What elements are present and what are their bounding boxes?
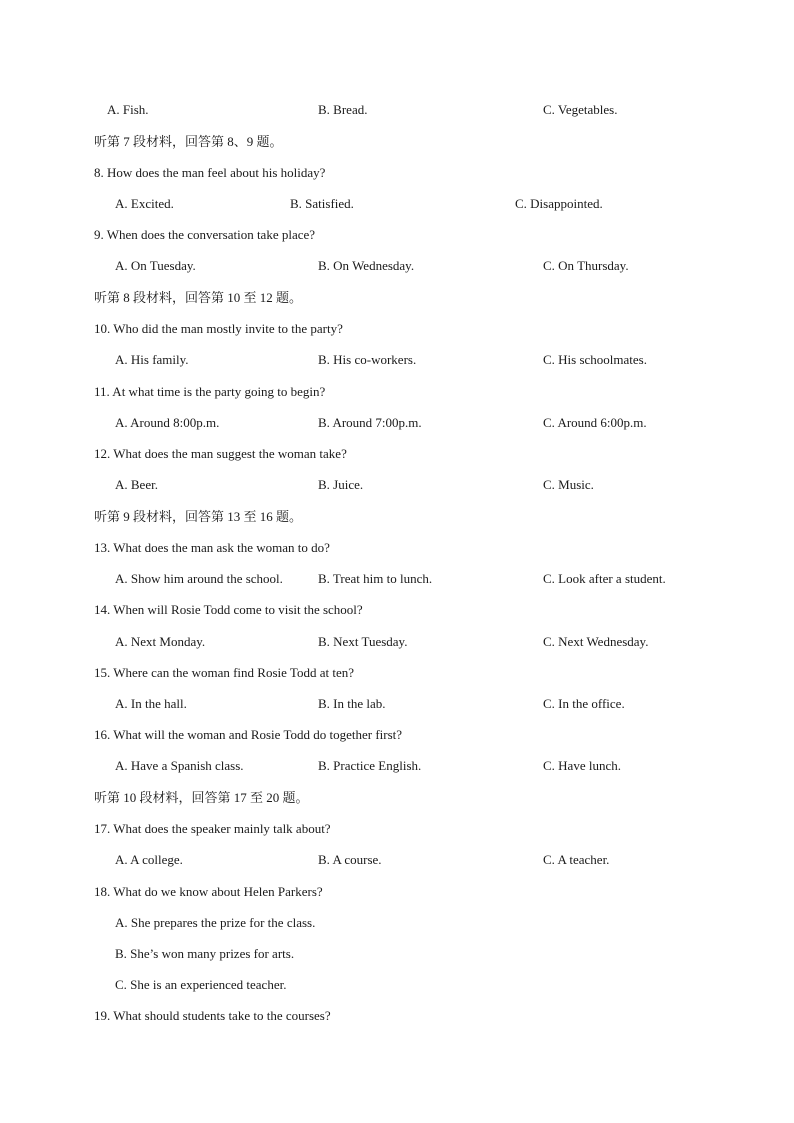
question-8: 8. How does the man feel about his holiday? (94, 165, 326, 180)
question-12: 12. What does the man suggest the woman take? (94, 446, 347, 461)
question-11: 11. At what time is the party going to begin? (94, 384, 326, 399)
option-c: C. Music. (543, 477, 594, 492)
option-b: B. A course. (318, 852, 382, 867)
option-a: A. On Tuesday. (115, 258, 196, 273)
option-c: C. Vegetables. (543, 102, 618, 117)
option-c: C. Disappointed. (515, 196, 603, 211)
question-10: 10. Who did the man mostly invite to the party? (94, 321, 343, 336)
question-17: 17. What does the speaker mainly talk about? (94, 821, 331, 836)
option-a: A. Have a Spanish class. (115, 758, 244, 773)
section-heading: 听第 10 段材料，回答第 17 至 20 题。 (94, 790, 309, 805)
question-18: 18. What do we know about Helen Parkers? (94, 884, 323, 899)
option-a: A. In the hall. (115, 696, 187, 711)
option-b: B. Juice. (318, 477, 364, 492)
option-c: C. A teacher. (543, 852, 610, 867)
option-a: A. Around 8:00p.m. (115, 415, 220, 430)
option-c: C. Have lunch. (543, 758, 621, 773)
option-a: A. Fish. (107, 102, 149, 117)
section-heading: 听第 7 段材料，回答第 8、9 题。 (94, 134, 283, 149)
option-c: C. Around 6:00p.m. (543, 415, 647, 430)
option-c: C. Look after a student. (543, 571, 666, 586)
question-14: 14. When will Rosie Todd come to visit the school? (94, 602, 363, 617)
question-16: 16. What will the woman and Rosie Todd do together first? (94, 727, 403, 742)
option-a: A. Next Monday. (115, 634, 206, 649)
question-9: 9. When does the conversation take place? (94, 227, 316, 242)
option-b: B. Practice English. (318, 758, 422, 773)
option-b: B. Around 7:00p.m. (318, 415, 422, 430)
option-a: A. She prepares the prize for the class. (115, 915, 316, 930)
question-19: 19. What should students take to the courses? (94, 1008, 331, 1023)
section-heading: 听第 9 段材料，回答第 13 至 16 题。 (94, 509, 303, 524)
section-heading: 听第 8 段材料，回答第 10 至 12 题。 (94, 290, 303, 305)
option-b: B. In the lab. (318, 696, 386, 711)
option-a: A. Beer. (115, 477, 158, 492)
option-b: B. She’s won many prizes for arts. (115, 946, 295, 961)
option-c: C. In the office. (543, 696, 625, 711)
option-c: C. On Thursday. (543, 258, 629, 273)
option-b: B. His co-workers. (318, 352, 417, 367)
option-a: A. A college. (115, 852, 183, 867)
option-a: A. Show him around the school. (115, 571, 283, 586)
option-b: B. On Wednesday. (318, 258, 415, 273)
option-a: A. Excited. (115, 196, 174, 211)
option-a: A. His family. (115, 352, 189, 367)
option-b: B. Next Tuesday. (318, 634, 408, 649)
option-c: C. His schoolmates. (543, 352, 647, 367)
option-c: C. Next Wednesday. (543, 634, 649, 649)
option-b: B. Satisfied. (290, 196, 354, 211)
option-b: B. Treat him to lunch. (318, 571, 433, 586)
option-c: C. She is an experienced teacher. (115, 977, 287, 992)
question-15: 15. Where can the woman find Rosie Todd at ten? (94, 665, 354, 680)
option-b: B. Bread. (318, 102, 368, 117)
question-13: 13. What does the man ask the woman to do? (94, 540, 330, 555)
